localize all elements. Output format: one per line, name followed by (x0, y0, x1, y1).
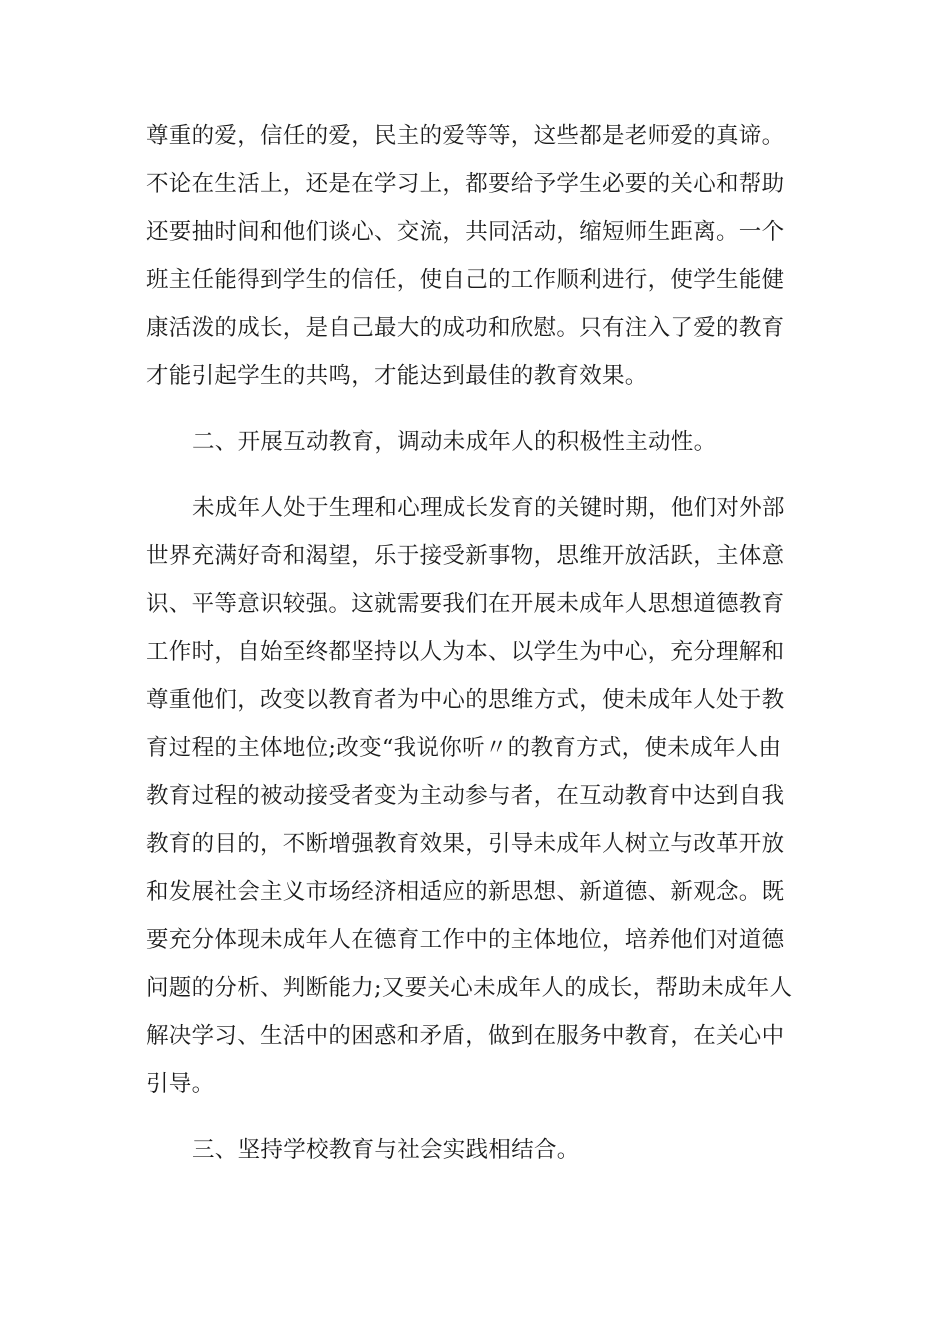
paragraph-line: 解决学习、生活中的困惑和矛盾，做到在服务中教育，在关心中 (146, 1023, 785, 1049)
paragraph-line: 育过程的主体地位;改变“我说你听〃的教育方式，使未成年人由 (146, 735, 782, 761)
paragraph-line: 识、平等意识较强。这就需要我们在开展未成年人思想道德教育 (146, 591, 785, 617)
paragraph-2 (146, 484, 816, 1108)
paragraph-line: 引导。 (146, 1071, 215, 1097)
section-heading-3 (146, 1126, 816, 1174)
paragraph-line: 不论在生活上，还是在学习上，都要给予学生必要的关心和帮助 (146, 171, 785, 197)
paragraph-line: 世界充满好奇和渴望，乐于接受新事物，思维开放活跃，主体意 (146, 543, 785, 569)
paragraph-line: 工作时，自始至终都坚持以人为本、以学生为中心，充分理解和 (146, 639, 785, 665)
paragraph-line: 问题的分析、判断能力;又要关心未成年人的成长，帮助未成年人 (146, 975, 793, 1001)
document-body (146, 112, 816, 1174)
paragraph-line: 教育的目的，不断增强教育效果，引导未成年人树立与改革开放 (146, 831, 785, 857)
paragraph-gap (146, 1108, 816, 1126)
paragraph-line: 教育过程的被动接受者变为主动参与者，在互动教育中达到自我 (146, 783, 785, 809)
section-heading: 三、坚持学校教育与社会实践相结合。 (192, 1137, 580, 1163)
paragraph-line: 要充分体现未成年人在德育工作中的主体地位，培养他们对道德 (146, 927, 785, 953)
paragraph-gap (146, 466, 816, 484)
paragraph-line: 和发展社会主义市场经济相适应的新思想、新道德、新观念。既 (146, 879, 785, 905)
paragraph-line: 尊重他们，改变以教育者为中心的思维方式，使未成年人处于教 (146, 687, 785, 713)
paragraph-line: 班主任能得到学生的信任，使自己的工作顺利进行，使学生能健 (146, 267, 785, 293)
paragraph-line: 还要抽时间和他们谈心、交流，共同活动，缩短师生距离。一个 (146, 219, 785, 245)
paragraph-line: 康活泼的成长，是自己最大的成功和欣慰。只有注入了爱的教育 (146, 315, 785, 341)
paragraph-line: 才能引起学生的共鸣，才能达到最佳的教育效果。 (146, 363, 648, 389)
section-heading: 二、开展互动教育，调动未成年人的积极性主动性。 (192, 429, 717, 455)
paragraph-line: 未成年人处于生理和心理成长发育的关键时期，他们对外部 (192, 495, 785, 521)
paragraph-gap (146, 400, 816, 418)
paragraph-1 (146, 112, 816, 400)
paragraph-line: 尊重的爱，信任的爱，民主的爱等等，这些都是老师爱的真谛。 (146, 123, 785, 149)
section-heading-2 (146, 418, 816, 466)
